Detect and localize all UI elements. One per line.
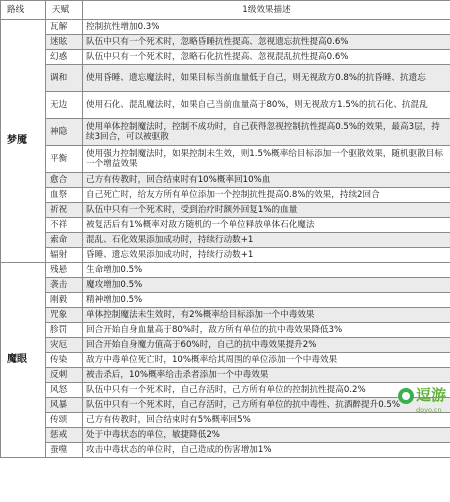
- table-row: [1, 428, 450, 443]
- table-row: [1, 146, 450, 173]
- header-route: 路线: [1, 1, 46, 20]
- talent-name: 血祭: [46, 188, 83, 203]
- talent-desc: 队伍中只有一个死术时，忽略石化抗性提高、忽视混乱抗性提高0.6%: [83, 50, 450, 65]
- talent-desc: 己方有传教时，回合结束时有10%概率回10%血: [83, 173, 450, 188]
- talent-desc: 队伍中只有一个死术时，自己存活时，己方所有单位的抗中毒性、抗酒醉提升0.5%: [83, 398, 450, 413]
- talent-desc: 混乱、石化效果添加成功时，持续行动数+1: [83, 233, 450, 248]
- talent-desc: 昏睡、遗忘效果添加成功时，持续行动数+1: [83, 248, 450, 263]
- talent-desc: 使用石化、混乱魔法时，如果自己当前血量高于80%，则无视敌方1.5%的抗石化、抗混乱: [83, 92, 450, 119]
- talent-desc: 被击杀后，10%概率给击杀者添加一个中毒效果: [83, 368, 450, 383]
- talent-name: 咒象: [46, 308, 83, 323]
- talent-name: 迷眩: [46, 35, 83, 50]
- talent-desc: 单体控制魔法未生效时，有2%概率给目标添加一个中毒效果: [83, 308, 450, 323]
- talent-name: 胗罚: [46, 323, 83, 338]
- table-row: [1, 278, 450, 293]
- talent-name: 辐射: [46, 248, 83, 263]
- talent-name: 平衡: [46, 146, 83, 173]
- talent-name: 幻惑: [46, 50, 83, 65]
- doyo-logo-icon: [398, 388, 414, 404]
- table-row: [1, 92, 450, 119]
- watermark: [398, 384, 450, 420]
- talent-name: 传染: [46, 353, 83, 368]
- talent-name: 袭击: [46, 278, 83, 293]
- header-description: 1级效果描述: [83, 1, 450, 20]
- talent-desc: 精神增加0.5%: [83, 293, 450, 308]
- talent-desc: 生命增加0.5%: [83, 263, 450, 278]
- table-row: [1, 50, 450, 65]
- table-row: [1, 65, 450, 92]
- talent-desc: 回合开始自身血量高于80%时，敌方所有单位的抗中毒效果降低3%: [83, 323, 450, 338]
- table-row: [1, 338, 450, 353]
- watermark-name: 逗游: [416, 386, 447, 404]
- header-talent: 天赋: [46, 1, 83, 20]
- group-name-mengyan: 梦魇: [1, 20, 46, 263]
- talent-name: 惩戒: [46, 428, 83, 443]
- talent-desc: 队伍中只有一个死术时，自己存活时，己方所有单位的控制抗性提高0.2%: [83, 383, 450, 398]
- table-row: [1, 323, 450, 338]
- table-row: [1, 353, 450, 368]
- talent-name: 残悬: [46, 263, 83, 278]
- talent-desc: 队伍中只有一个死术时，忽略昏睡抗性提高、忽视遗忘抗性提高0.6%: [83, 35, 450, 50]
- talent-name: 无边: [46, 92, 83, 119]
- talent-name: 祈祝: [46, 203, 83, 218]
- talent-desc: 自己死亡时，给友方所有单位添加一个控制抗性提高0.8%的效果，持续2回合: [83, 188, 450, 203]
- group-name-moyan: 魔眼: [1, 263, 46, 458]
- table-row: [1, 293, 450, 308]
- table-row: [1, 233, 450, 248]
- talent-name: 刚毅: [46, 293, 83, 308]
- table-row: [1, 35, 450, 50]
- table-row: [1, 203, 450, 218]
- talent-name: 反刺: [46, 368, 83, 383]
- talent-name: 蚕噬: [46, 443, 83, 458]
- table-row: [1, 368, 450, 383]
- talent-desc: 使用强力控制魔法时，如果控制未生效，则1.5%概率给目标添加一个驱散效果，随机驱散目标一个增益效果: [83, 146, 450, 173]
- talent-desc: 队伍中只有一个死术时，受到治疗时额外回复1%的血量: [83, 203, 450, 218]
- talent-name: 瓦解: [46, 20, 83, 35]
- table-row: [1, 173, 450, 188]
- talent-desc: 使用单体控制魔法时，控制不成功时，自己获得忽视控制抗性提高0.5%的效果，最高3层，持续3回合，可以被驱散: [83, 119, 450, 146]
- talent-name: 风怒: [46, 383, 83, 398]
- table-header-row: [1, 1, 450, 20]
- table-row: [1, 443, 450, 458]
- talent-name: 风暴: [46, 398, 83, 413]
- table-row: [1, 413, 450, 428]
- talent-desc: 回合开始自身魔力值高于60%时，自己的抗中毒效果提升2%: [83, 338, 450, 353]
- table-row: [1, 398, 450, 413]
- table-row: [1, 20, 450, 35]
- talent-name: 索命: [46, 233, 83, 248]
- talent-name: 传颂: [46, 413, 83, 428]
- talent-desc: 敌方中毒单位死亡时，10%概率给其周围的单位添加一个中毒效果: [83, 353, 450, 368]
- table-row: [1, 248, 450, 263]
- talent-desc: 己方有传教时，回合结束时有5%概率回5%: [83, 413, 450, 428]
- talent-name: 不祥: [46, 218, 83, 233]
- table-row: [1, 263, 450, 278]
- talent-desc: 攻击中毒状态的单位时，自己造成的伤害增加1%: [83, 443, 450, 458]
- table-row: [1, 308, 450, 323]
- talent-desc: 控制抗性增加0.3%: [83, 20, 450, 35]
- talent-name: 神隐: [46, 119, 83, 146]
- talent-desc: 被复活后有1%概率对敌方随机的一个单位释放单体石化魔法: [83, 218, 450, 233]
- table-row: [1, 383, 450, 398]
- talent-desc: 处于中毒状态的单位，敏捷降低2%: [83, 428, 450, 443]
- table-row: [1, 119, 450, 146]
- talent-desc: 使用昏睡、遗忘魔法时，如果目标当前血量低于自己，则无视敌方0.8%的抗昏睡、抗遗忘: [83, 65, 450, 92]
- talent-name: 灾厄: [46, 338, 83, 353]
- talent-desc: 魔攻增加0.5%: [83, 278, 450, 293]
- watermark-url: doyo.cn: [416, 406, 442, 414]
- talent-name: 调和: [46, 65, 83, 92]
- talent-name: 愈合: [46, 173, 83, 188]
- table-row: [1, 218, 450, 233]
- table-row: [1, 188, 450, 203]
